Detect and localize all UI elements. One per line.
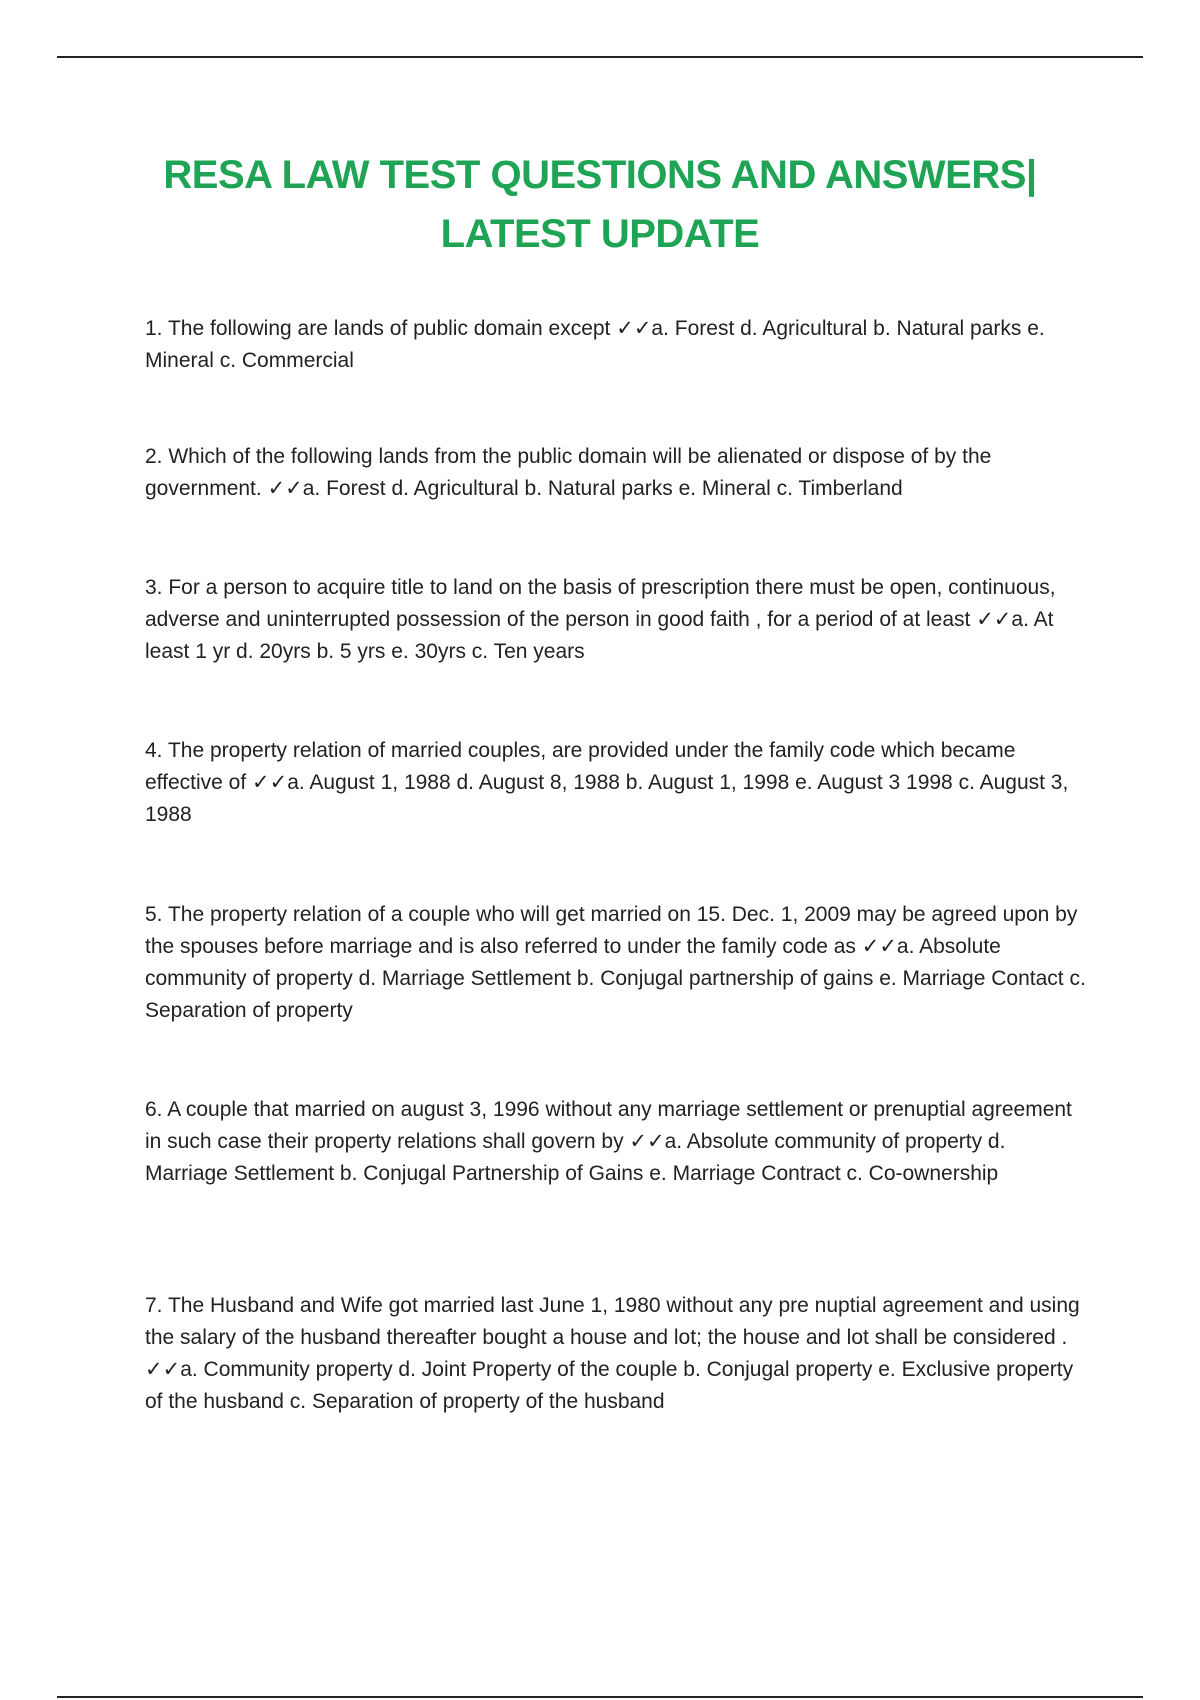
bottom-divider — [57, 1696, 1143, 1698]
question-1: 1. The following are lands of public domain except ✓✓a. Forest d. Agricultural b. Natural parks e. Mineral c. Commercial — [145, 317, 1045, 372]
document-title-line-1: RESA LAW TEST QUESTIONS AND ANSWERS| — [163, 153, 1037, 197]
question-3: 3. For a person to acquire title to land on the basis of prescription there must be open, continuous, adverse and uninterrupted possession of the person in good faith , for a period of at least ✓✓a. At least 1 yr d. 20yrs b. 5 yrs e. 30yrs c. Ten years — [145, 576, 1056, 663]
top-divider — [57, 56, 1143, 58]
question-6: 6. A couple that married on august 3, 1996 without any marriage settlement or prenuptial agreement in such case their property relations shall govern by ✓✓a. Absolute community of property d. Marriage Settlement b. Conjugal Partnership of Gains e. Marriage Contract c. Co-ownership — [145, 1098, 1072, 1185]
question-5: 5. The property relation of a couple who will get married on 15. Dec. 1, 2009 may be agreed upon by the spouses before marriage and is also referred to under the family code as ✓✓a. Absolute community of property d. Marriage Settlement b. Conjugal partnership of gains e. Marriage Contact c. Separation of property — [145, 903, 1086, 1022]
document-title — [100, 146, 1100, 264]
question-7: 7. The Husband and Wife got married last June 1, 1980 without any pre nuptial agreement and using the salary of the husband thereafter bought a house and lot; the house and lot shall be considered . ✓✓a. Community property d. Joint Property of the couple b. Conjugal property e. Exclusive property of the husband c. Separation of property of the husband — [145, 1294, 1080, 1413]
question-4: 4. The property relation of married couples, are provided under the family code which became effective of ✓✓a. August 1, 1988 d. August 8, 1988 b. August 1, 1998 e. August 3 1998 c. August 3, 1988 — [145, 739, 1069, 826]
question-2: 2. Which of the following lands from the public domain will be alienated or dispose of by the government. ✓✓a. Forest d. Agricultural b. Natural parks e. Mineral c. Timberland — [145, 445, 992, 500]
document-title-line-2: LATEST UPDATE — [440, 212, 760, 256]
